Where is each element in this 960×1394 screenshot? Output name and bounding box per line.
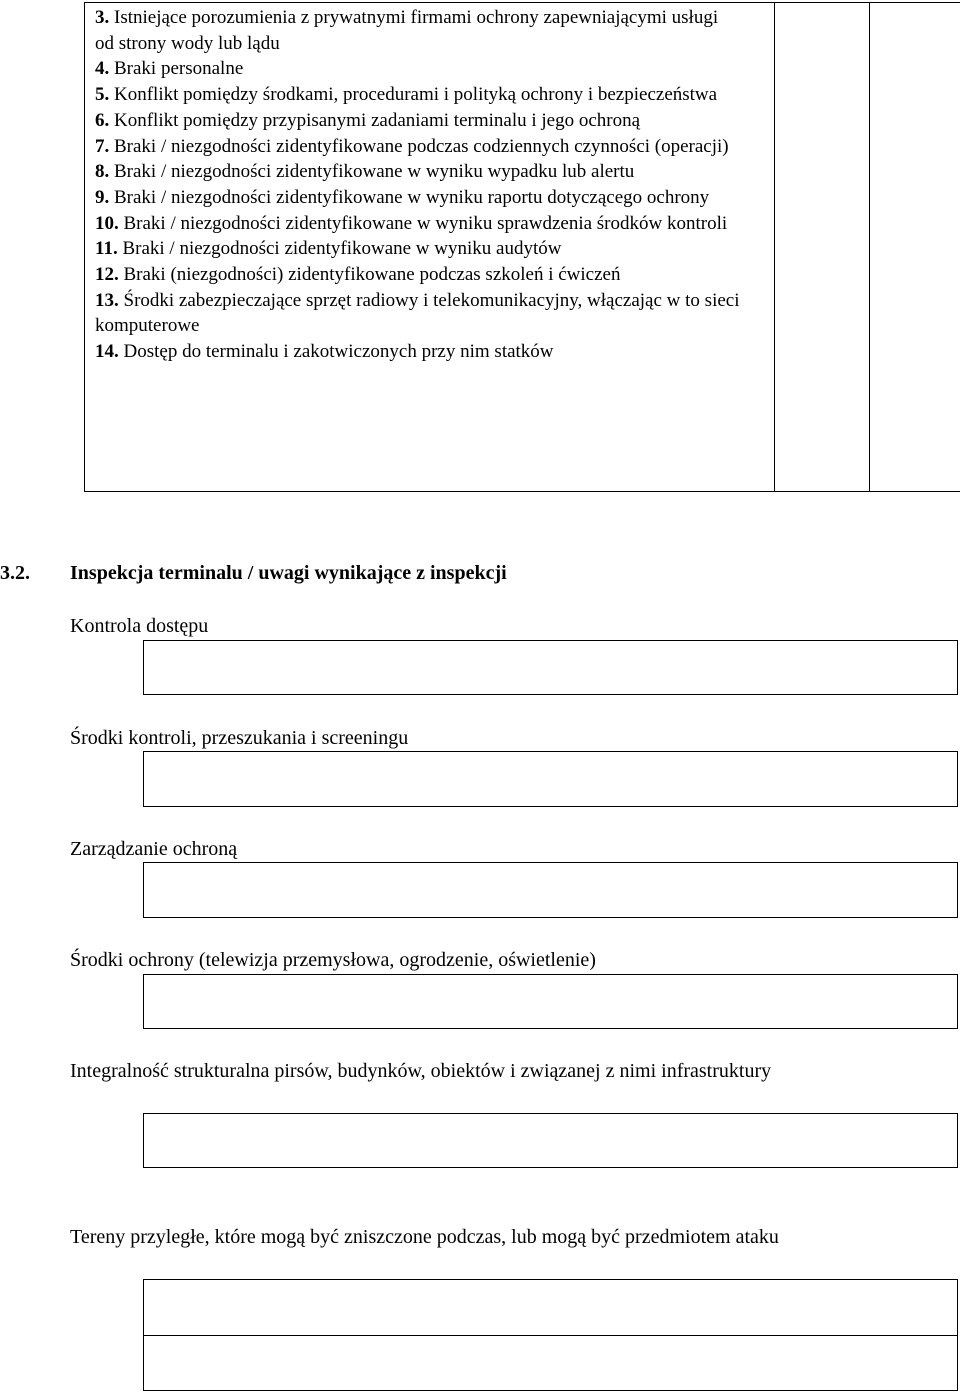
field-box-security-measures[interactable]	[143, 974, 958, 1029]
field-label-access-control: Kontrola dostępu	[70, 615, 209, 637]
list-item: 7. Braki / niezgodności zidentyfikowane podczas codziennych czynności (operacji)	[95, 135, 729, 157]
list-item: 9. Braki / niezgodności zidentyfikowane w wyniku raportu dotyczącego ochrony	[95, 186, 710, 208]
field-box-structural-integrity[interactable]	[143, 1113, 958, 1168]
list-item: 8. Braki / niezgodności zidentyfikowane w wyniku wypadku lub alertu	[95, 161, 635, 183]
field-box-security-management[interactable]	[143, 862, 958, 918]
answer-cell-b[interactable]	[870, 3, 960, 492]
field-label-security-measures: Środki ochrony (telewizja przemysłowa, ogrodzenie, oświetlenie)	[70, 949, 596, 971]
list-item: 3. Istniejące porozumienia z prywatnymi firmami ochrony zapewniającymi usługi od strony wody lub lądu	[95, 7, 719, 54]
field-label-screening: Środki kontroli, przeszukania i screeningu	[70, 727, 409, 749]
list-item: 10. Braki / niezgodności zidentyfikowane w wyniku sprawdzenia środków kontroli	[95, 212, 728, 234]
section-heading	[0, 562, 507, 585]
items-cell	[85, 3, 775, 492]
list-item: 5. Konflikt pomiędzy środkami, procedurami i polityką ochrony i bezpieczeństwa	[95, 84, 718, 106]
deficiency-table	[84, 2, 960, 492]
list-item: 11. Braki / niezgodności zidentyfikowane w wyniku audytów	[95, 238, 562, 260]
section-title: Inspekcja terminalu / uwagi wynikające z inspekcji	[70, 562, 507, 584]
list-item: 13. Środki zabezpieczające sprzęt radiowy i telekomunikacyjny, włączając w to sieci komputerowe	[95, 289, 740, 337]
answer-cell-a[interactable]	[775, 3, 870, 492]
box-divider	[144, 1335, 957, 1336]
list-item: 6. Konflikt pomiędzy przypisanymi zadaniami terminalu i jego ochroną	[95, 109, 641, 131]
field-box-access-control[interactable]	[143, 640, 958, 695]
list-item: 14. Dostęp do terminalu i zakotwiczonych przy nim statków	[95, 341, 554, 363]
field-label-adjacent-areas: Tereny przyległe, które mogą być zniszczone podczas, lub mogą być przedmiotem ataku	[70, 1226, 779, 1248]
field-label-structural-integrity: Integralność strukturalna pirsów, budynków, obiektów i związanej z nimi infrastruktury	[70, 1060, 772, 1082]
section-number: 3.2.	[0, 562, 30, 584]
item-list	[85, 3, 774, 365]
field-box-screening[interactable]	[143, 751, 958, 807]
list-item: 12. Braki (niezgodności) zidentyfikowane podczas szkoleń i ćwiczeń	[95, 264, 621, 286]
field-label-security-management: Zarządzanie ochroną	[70, 838, 238, 860]
field-box-adjacent-areas[interactable]	[143, 1279, 958, 1391]
list-item: 4. Braki personalne	[95, 58, 244, 80]
